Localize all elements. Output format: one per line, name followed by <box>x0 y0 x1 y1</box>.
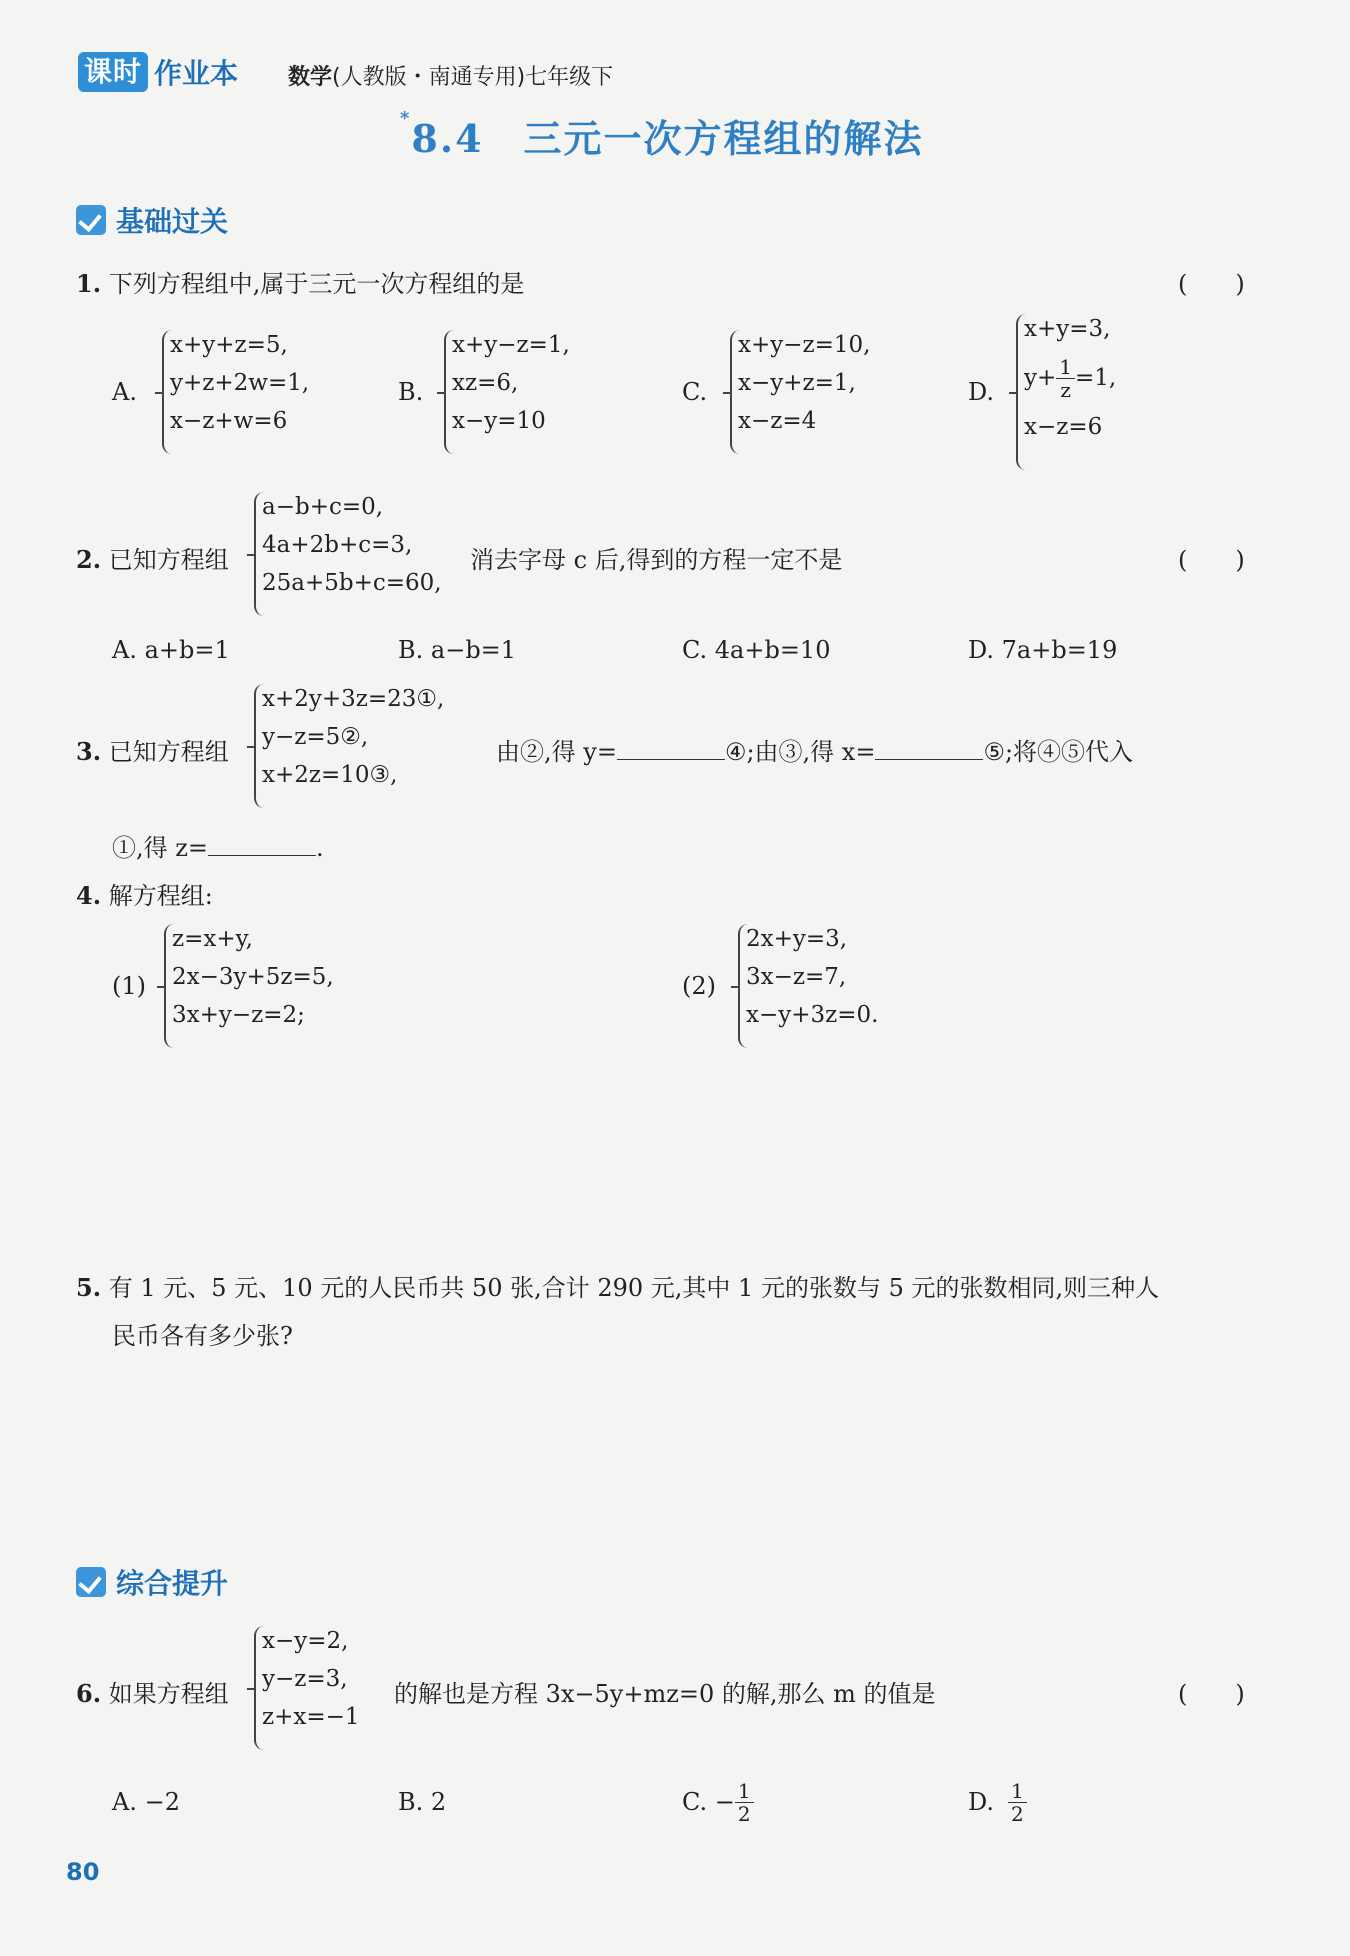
equation: 3x+y−z=2; <box>172 1002 305 1028</box>
q4-stem <box>76 876 213 911</box>
q6-option-b: B. 2 <box>398 1788 447 1816</box>
subject-bold: 数学 <box>288 65 333 90</box>
q6-tail: 的解也是方程 3x−5y+mz=0 的解,那么 m 的值是 <box>394 1680 936 1708</box>
equation: x+y−z=1, <box>452 332 570 358</box>
equation: x+y=3, <box>1024 316 1111 342</box>
equation: y−z=5②, <box>262 724 369 750</box>
q6-option-c <box>682 1772 754 1832</box>
q3-fill-line-2 <box>112 828 324 863</box>
check-icon <box>76 205 106 235</box>
q6-answer-paren: ( ) <box>1178 1680 1245 1708</box>
equation: x−z=4 <box>738 408 817 434</box>
section-advanced-header <box>76 1564 228 1600</box>
numerator: 1 <box>735 1780 754 1803</box>
section-title <box>400 108 924 163</box>
q3-system <box>262 680 444 794</box>
equation: y+z+2w=1, <box>170 370 310 396</box>
logo-box: 课时 <box>78 52 148 92</box>
q3-stem <box>76 732 229 767</box>
fraction <box>735 1780 754 1825</box>
q3-part3: ⑤;将④⑤代入 <box>983 738 1134 766</box>
q2-answer-paren: ( ) <box>1178 546 1245 574</box>
q6-system <box>262 1622 360 1736</box>
q1-stem <box>76 264 524 299</box>
q1-option-d-label: D. <box>968 378 995 406</box>
fraction <box>1008 1780 1027 1825</box>
section-advanced-label: 综合提升 <box>116 1567 229 1600</box>
q6-number: 6. <box>76 1679 102 1708</box>
q5-text-1: 有 1 元、5 元、10 元的人民币共 50 张,合计 290 元,其中 1 元的张数与 5 元的张数相同,则三种人 <box>108 1274 1160 1302</box>
pencil-check-icon <box>76 1567 106 1597</box>
q1-number: 1. <box>76 269 102 298</box>
q3-part1: 由②,得 y= <box>496 738 617 766</box>
equation: xz=6, <box>452 370 519 396</box>
q1-option-b-label: B. <box>398 378 424 406</box>
denominator: z <box>1060 377 1071 402</box>
equation: y−z=3, <box>262 1666 348 1692</box>
q1-option-b-system <box>452 326 570 440</box>
equation: x−z=6 <box>1024 414 1103 440</box>
q2-option-c: C. 4a+b=10 <box>682 636 831 664</box>
q3-fill-line <box>496 732 1133 767</box>
q2-tail: 消去字母 c 后,得到的方程一定不是 <box>470 546 843 574</box>
equation: x−y+3z=0. <box>746 1002 879 1028</box>
q1-option-a-label: A. <box>112 378 137 406</box>
q5-number: 5. <box>76 1273 102 1302</box>
q3-line2b: . <box>316 834 324 862</box>
equation: x+y−z=10, <box>738 332 871 358</box>
title-text: 8.4 三元一次方程组的解法 <box>411 116 924 161</box>
q1-text: 下列方程组中,属于三元一次方程组的是 <box>108 270 525 298</box>
equation <box>1024 348 1116 408</box>
q3-lead: 已知方程组 <box>108 738 229 766</box>
subject-line <box>288 60 613 91</box>
answer-blank-z[interactable] <box>208 855 316 856</box>
q2-stem <box>76 540 229 575</box>
equation: x+2z=10③, <box>262 762 398 788</box>
q2-option-b: B. a−b=1 <box>398 636 517 664</box>
equation: x+2y+3z=23①, <box>262 686 445 712</box>
eq-part: y+ <box>1024 365 1057 391</box>
q6-stem <box>76 1674 229 1709</box>
equation: z=x+y, <box>172 926 253 952</box>
q1-option-d-system <box>1024 310 1116 446</box>
q3-part2: ④;由③,得 x= <box>724 738 876 766</box>
section-basic-header <box>76 202 228 238</box>
equation: x−y=10 <box>452 408 546 434</box>
title-star: * <box>400 108 412 129</box>
q3-number: 3. <box>76 737 102 766</box>
eq-part: =1, <box>1075 365 1117 391</box>
equation: z+x=−1 <box>262 1704 360 1730</box>
q2-option-d: D. 7a+b=19 <box>968 636 1118 664</box>
q4-part2-system <box>746 920 878 1034</box>
equation: 2x+y=3, <box>746 926 848 952</box>
q4-part2-label: (2) <box>682 972 716 1000</box>
q1-answer-paren: ( ) <box>1178 270 1245 298</box>
option-c-label: C. − <box>682 1788 735 1816</box>
equation: x+y+z=5, <box>170 332 288 358</box>
q5-line2: 民币各有多少张? <box>112 1322 293 1350</box>
answer-blank-y[interactable] <box>617 759 725 760</box>
q1-option-a-system <box>170 326 309 440</box>
equation: 4a+2b+c=3, <box>262 532 413 558</box>
q3-line2a: ①,得 z= <box>112 834 209 862</box>
q2-option-a: A. a+b=1 <box>112 636 230 664</box>
q6-option-d <box>968 1772 1027 1832</box>
page-number: 80 <box>66 1858 100 1886</box>
equation: x−y=2, <box>262 1628 349 1654</box>
equation: 2x−3y+5z=5, <box>172 964 334 990</box>
q4-part1-label: (1) <box>112 972 146 1000</box>
equation: a−b+c=0, <box>262 494 384 520</box>
q2-system <box>262 488 442 602</box>
q1-option-c-label: C. <box>682 378 708 406</box>
q6-lead: 如果方程组 <box>108 1680 229 1708</box>
denominator: 2 <box>737 1801 751 1826</box>
q4-text: 解方程组: <box>108 882 213 910</box>
q6-option-a: A. −2 <box>112 1788 180 1816</box>
answer-blank-x[interactable] <box>875 759 983 760</box>
numerator: 1 <box>1056 356 1075 379</box>
equation: 25a+5b+c=60, <box>262 570 442 596</box>
numerator: 1 <box>1008 1780 1027 1803</box>
option-d-label: D. <box>968 1788 995 1816</box>
equation: x−z+w=6 <box>170 408 288 434</box>
denominator: 2 <box>1011 1801 1024 1826</box>
q4-part1-system <box>172 920 334 1034</box>
q2-lead: 已知方程组 <box>108 546 229 574</box>
section-basic-label: 基础过关 <box>116 205 229 238</box>
q2-number: 2. <box>76 545 102 574</box>
logo-text: 作业本 <box>154 57 239 90</box>
equation: 3x−z=7, <box>746 964 847 990</box>
brand-logo <box>78 52 238 92</box>
fraction <box>1056 356 1075 401</box>
q4-number: 4. <box>76 881 102 910</box>
equation: x−y+z=1, <box>738 370 856 396</box>
q1-option-c-system <box>738 326 870 440</box>
q5-line1 <box>76 1268 1159 1303</box>
subject-rest: (人教版・南通专用)七年级下 <box>332 65 614 90</box>
